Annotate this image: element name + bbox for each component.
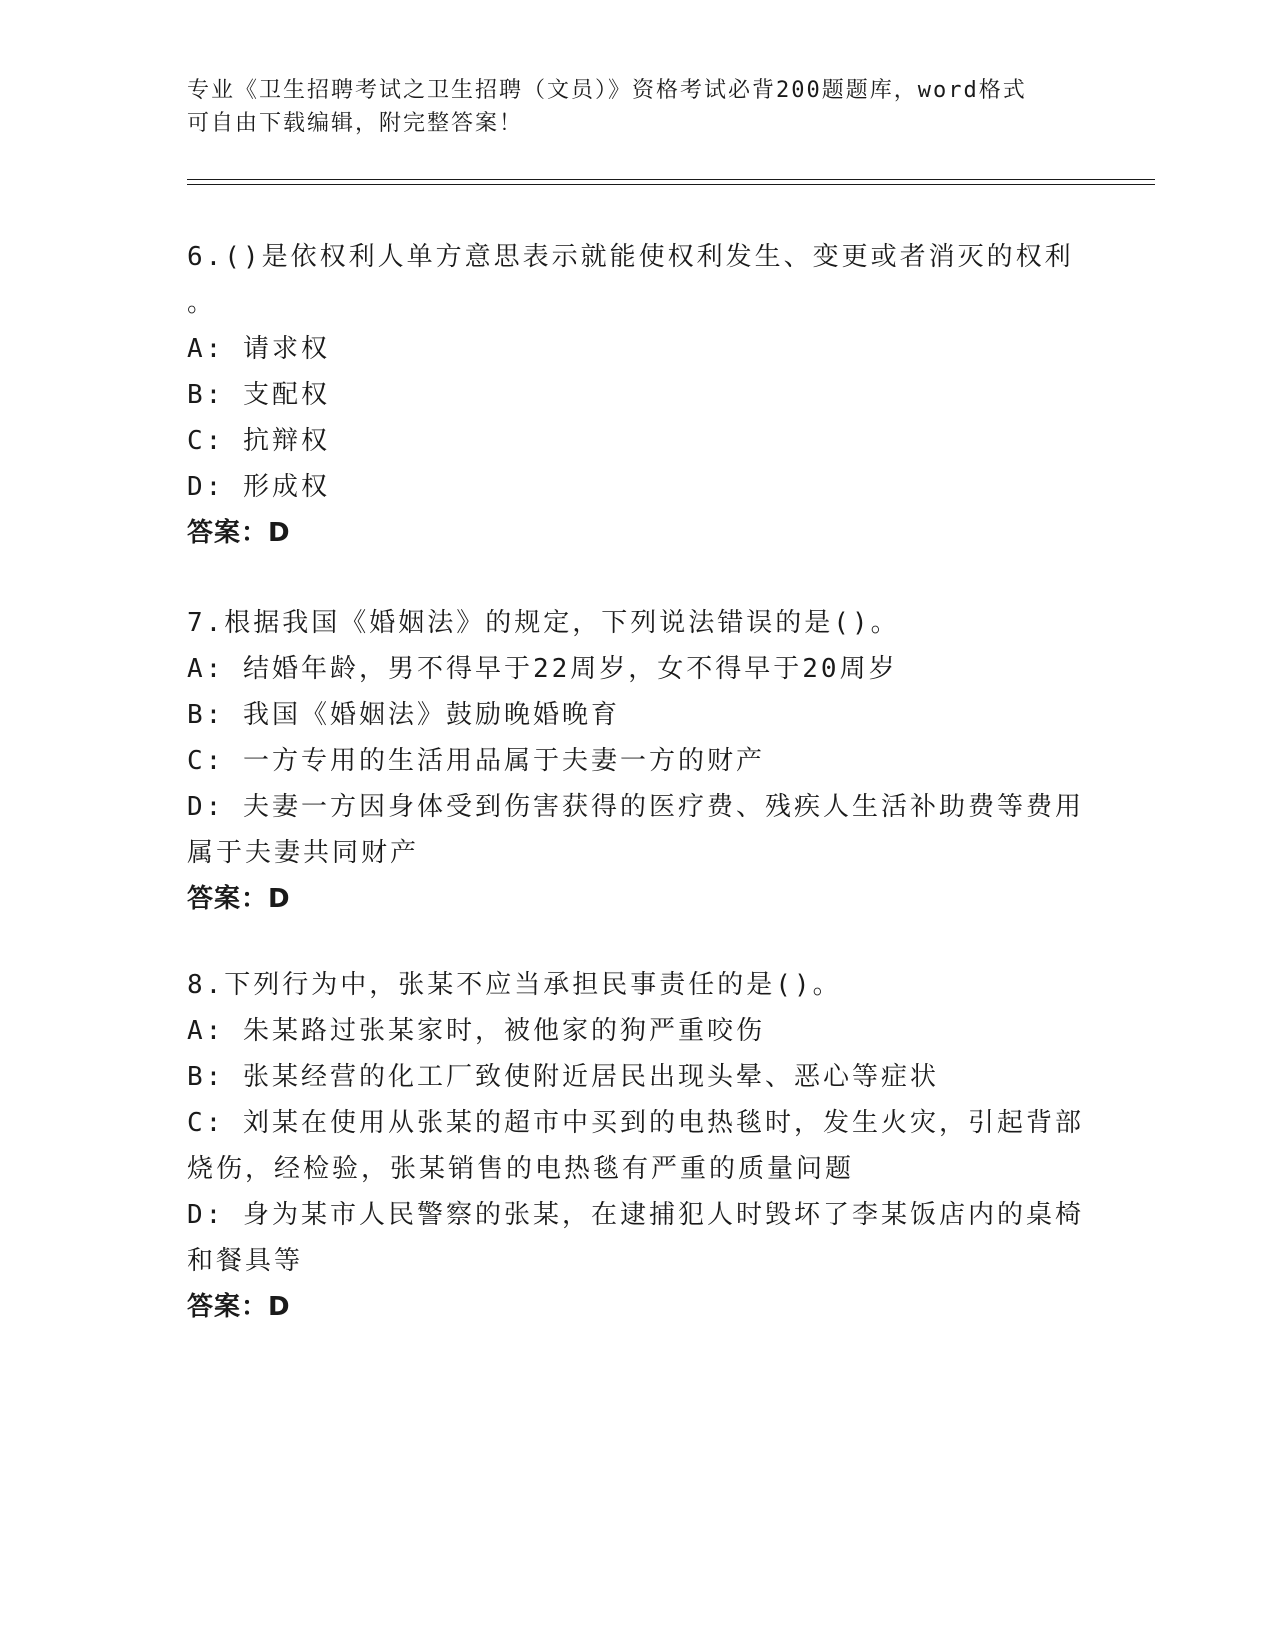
- question-6: [187, 234, 1074, 556]
- question-stem-continued: 。: [187, 288, 217, 318]
- option-a: A: 请求权: [187, 334, 330, 364]
- document-header: [187, 74, 1067, 140]
- answer: 答案：D: [187, 1292, 291, 1322]
- header-line-1: 专业《卫生招聘考试之卫生招聘（文员）》资格考试必背200题题库，word格式: [187, 78, 1027, 103]
- option-c: C: 刘某在使用从张某的超市中买到的电热毯时，发生火灾，引起背部: [187, 1108, 1084, 1138]
- answer: 答案：D: [187, 518, 291, 548]
- option-d-continued: 属于夫妻共同财产: [187, 838, 420, 868]
- option-c: C: 一方专用的生活用品属于夫妻一方的财产: [187, 746, 765, 776]
- option-a: A: 朱某路过张某家时，被他家的狗严重咬伤: [187, 1016, 765, 1046]
- question-stem: 6.()是依权利人单方意思表示就能使权利发生、变更或者消灭的权利: [187, 242, 1074, 272]
- question-stem: 7.根据我国《婚姻法》的规定，下列说法错误的是()。: [187, 608, 900, 638]
- question-8: [187, 962, 1084, 1330]
- question-stem: 8.下列行为中，张某不应当承担民事责任的是()。: [187, 970, 842, 1000]
- option-d-continued: 和餐具等: [187, 1246, 304, 1276]
- option-b: B: 支配权: [187, 380, 330, 410]
- question-7: [187, 600, 1084, 922]
- header-line-2: 可自由下载编辑，附完整答案！: [187, 111, 524, 136]
- option-b: B: 我国《婚姻法》鼓励晚婚晚育: [187, 700, 620, 730]
- header-divider-top: [187, 179, 1155, 180]
- option-d: D: 夫妻一方因身体受到伤害获得的医疗费、残疾人生活补助费等费用: [187, 792, 1084, 822]
- option-c: C: 抗辩权: [187, 426, 330, 456]
- option-c-continued: 烧伤，经检验，张某销售的电热毯有严重的质量问题: [187, 1154, 855, 1184]
- option-d: D: 形成权: [187, 472, 330, 502]
- option-b: B: 张某经营的化工厂致使附近居民出现头晕、恶心等症状: [187, 1062, 939, 1092]
- answer: 答案：D: [187, 884, 291, 914]
- option-a: A: 结婚年龄，男不得早于22周岁，女不得早于20周岁: [187, 654, 898, 684]
- option-d: D: 身为某市人民警察的张某，在逮捕犯人时毁坏了李某饭店内的桌椅: [187, 1200, 1084, 1230]
- header-divider-bottom: [187, 184, 1155, 185]
